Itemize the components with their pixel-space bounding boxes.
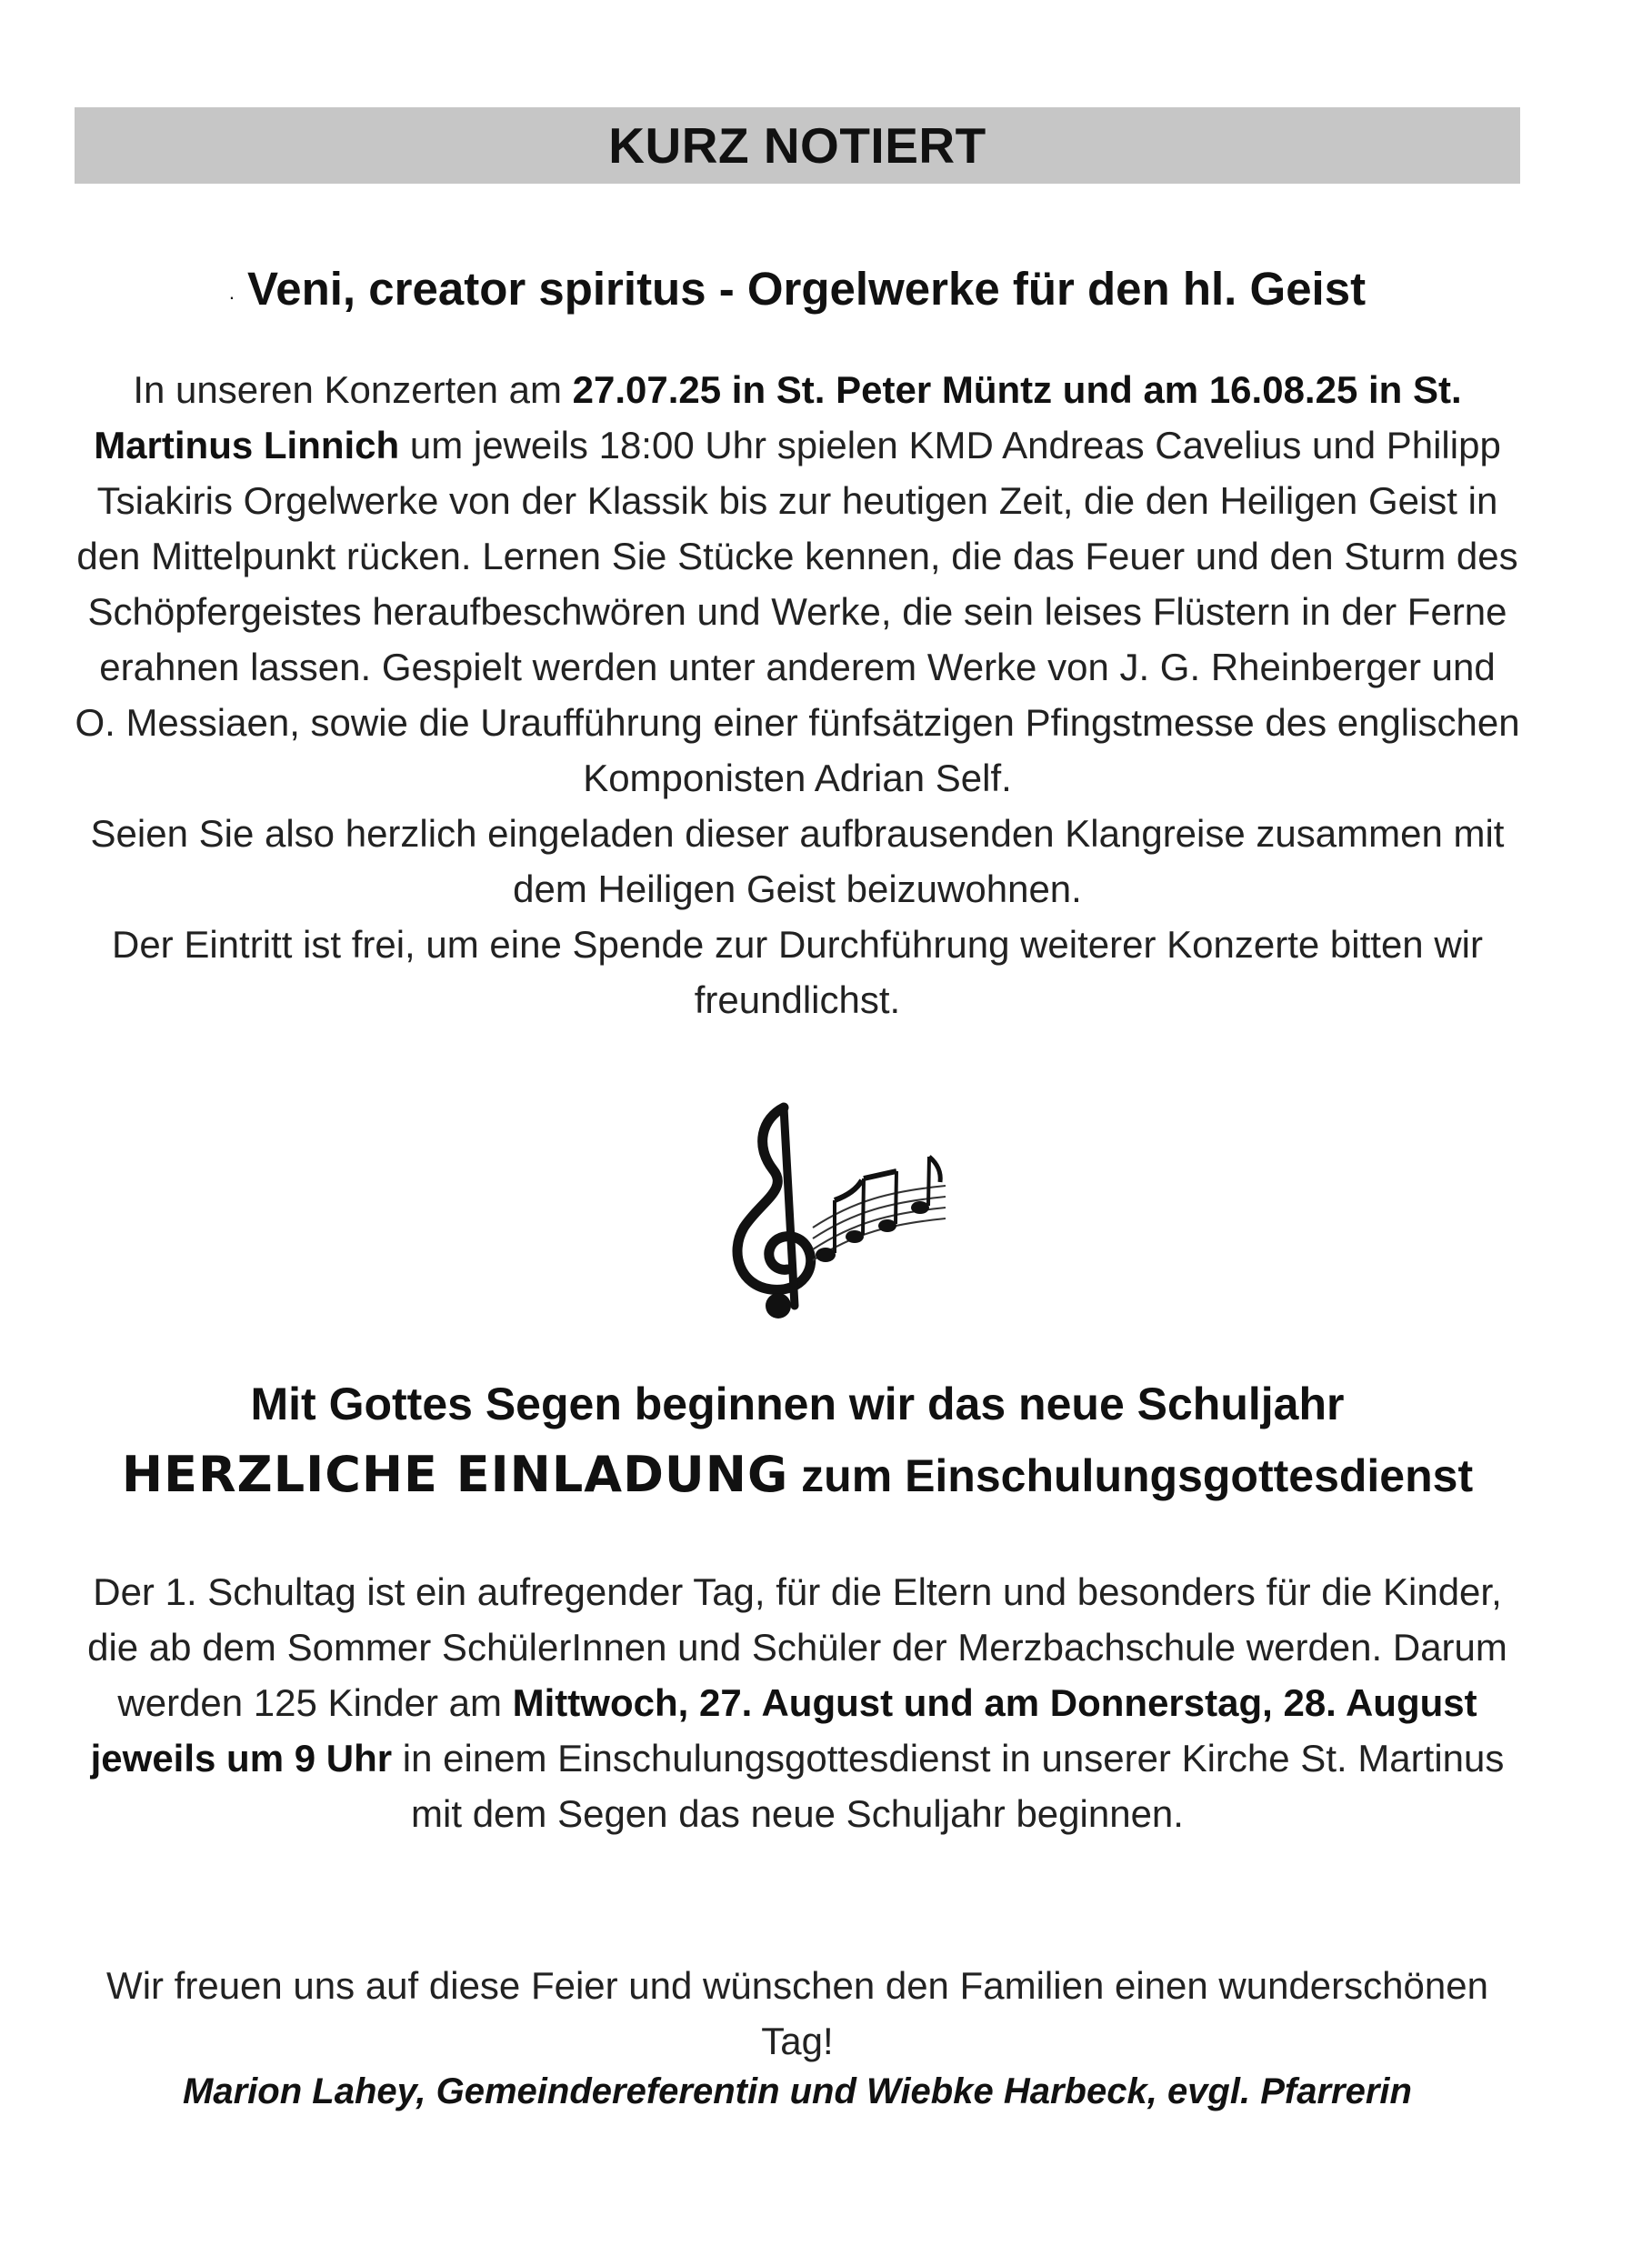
school-description [75,1564,1520,1841]
school-invitation-heading [75,1446,1520,1503]
concert-title [75,262,1520,316]
concert-paragraph-1 [75,362,1520,806]
school-dates: Mittwoch, 27. August und am Donnerstag, 28. August jeweils um 9 Uhr [90,1681,1477,1780]
school-title: Mit Gottes Segen beginnen wir das neue Schuljahr [250,1379,1345,1429]
concert-paragraph-3: Der Eintritt ist frei, um eine Spende zur Durchführung weiterer Konzerte bitten wir freundlichst. [111,923,1483,1021]
concert-p1-rest: um jeweils 18:00 Uhr spielen KMD Andreas Cavelius und Philipp Tsiakiris Orgelwerke von der Klassik bis zur heutigen Zeit, die den Heiligen Geist in den Mittelpunkt rücken. Lernen Sie Stücke kennen, die das Feuer und den Sturm des Schöpfergeistes heraufbeschwören und Werke, die sein leises Flüstern in der Ferne erahnen lassen. Gespielt werden unter anderem Werke von J. G. Rheinberger und O. Messiaen, sowie die Uraufführung einer fünfsätzigen Pfingstmesse des englischen Komponisten Adrian Self. [75,424,1520,799]
title-bullet: . [228,280,235,304]
concert-title-text: Veni, creator spiritus - Orgelwerke für den hl. Geist [247,263,1367,315]
concert-p1-intro: In unseren Konzerten am [133,368,573,411]
page-title: KURZ NOTIERT [608,117,986,174]
section-header-bar [75,107,1520,184]
closing-paragraph: Wir freuen uns auf diese Feier und wünschen den Familien einen wunderschönen Tag! [106,1964,1488,2062]
school-p1-intro: Der 1. Schultag ist ein aufregender Tag, für die Eltern und besonders für die Kinder, die ab dem Sommer SchülerInnen und Schüler der Merzbachschule werden. Darum werden 125 Kinder am [87,1570,1507,1724]
concert-paragraph-2: Seien Sie also herzlich eingeladen dieser aufbrausenden Klangreise zusammen mit dem Heiligen Geist beizuwohnen. [90,812,1505,910]
invitation-highlight: HERZLICHE EINLADUNG [121,1446,789,1503]
concert-dates: 27.07.25 in St. Peter Müntz und am 16.08.25 in St. Martinus Linnich [94,368,1462,466]
treble-clef-music-notes-icon [718,1091,955,1319]
school-p1-rest: in einem Einschulungsgottesdienst in unserer Kirche St. Martinus mit dem Segen das neue Schuljahr beginnen. [392,1737,1505,1835]
invitation-subtitle: zum Einschulungsgottesdienst [788,1450,1474,1501]
signature: Marion Lahey, Gemeindereferentin und Wiebke Harbeck, evgl. Pfarrerin [183,2071,1412,2111]
concert-description [75,362,1520,1028]
